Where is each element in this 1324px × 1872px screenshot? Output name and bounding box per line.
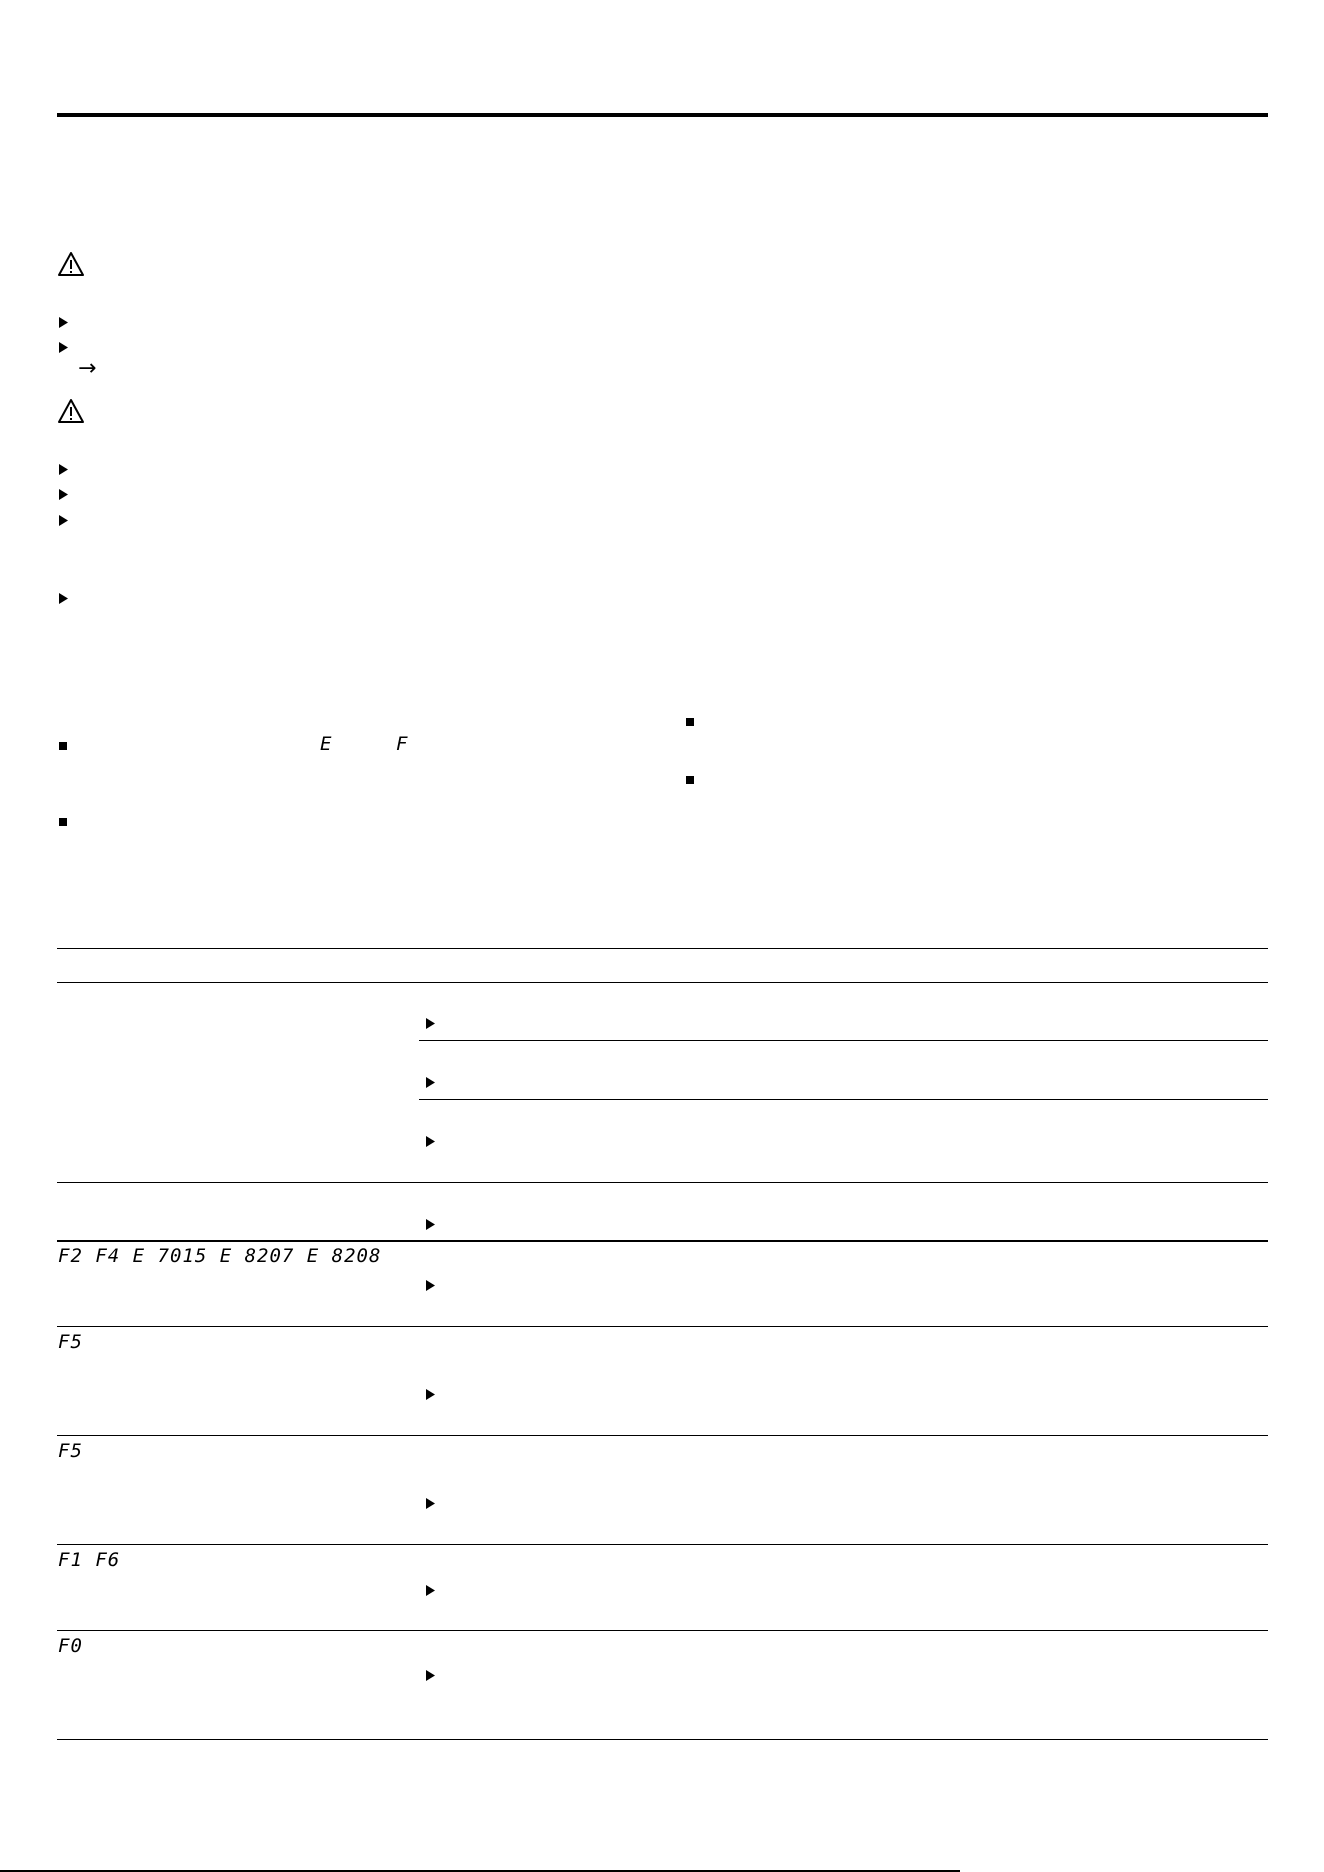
section-top-rule: [57, 113, 1268, 117]
instruction-arrow-icon: [58, 514, 69, 527]
instruction-arrow-icon: [425, 1218, 436, 1231]
table-row-rule: [57, 1240, 1268, 1242]
table-header-rule: [57, 982, 1268, 983]
table-row-rule: [57, 1326, 1268, 1327]
square-bullet-icon: [59, 742, 67, 750]
table-row-rule: [57, 1182, 1268, 1183]
instruction-arrow-icon: [58, 463, 69, 476]
instruction-arrow-icon: [425, 1279, 436, 1292]
table-sub-rule: [419, 1040, 1268, 1041]
display-code-e: E: [320, 733, 333, 755]
warning-icon: [57, 398, 85, 424]
table-bottom-rule: [57, 1739, 1268, 1740]
cross-reference-arrow: →: [78, 356, 97, 381]
instruction-arrow-icon: [58, 592, 69, 605]
error-code-f5: F5: [58, 1440, 83, 1462]
instruction-arrow-icon: [58, 316, 69, 329]
table-row-rule: [57, 1544, 1268, 1545]
instruction-arrow-icon: [425, 1135, 436, 1148]
instruction-arrow-icon: [425, 1076, 436, 1089]
instruction-arrow-icon: [425, 1017, 436, 1030]
instruction-arrow-icon: [425, 1388, 436, 1401]
square-bullet-icon: [59, 818, 67, 826]
square-bullet-icon: [686, 776, 694, 784]
table-row-rule: [57, 1630, 1268, 1631]
error-code-multi: F2 F4 E 7015 E 8207 E 8208: [58, 1245, 382, 1267]
instruction-arrow-icon: [425, 1497, 436, 1510]
square-bullet-icon: [686, 718, 694, 726]
instruction-arrow-icon: [425, 1584, 436, 1597]
instruction-arrow-icon: [425, 1669, 436, 1682]
display-code-f: F: [396, 733, 409, 755]
error-code-f1-f6: F1 F6: [58, 1549, 121, 1571]
table-sub-rule: [419, 1099, 1268, 1100]
instruction-arrow-icon: [58, 341, 69, 354]
table-top-rule: [57, 948, 1268, 949]
instruction-arrow-icon: [58, 488, 69, 501]
table-row-rule: [57, 1435, 1268, 1436]
warning-icon: [57, 251, 85, 277]
error-code-f5: F5: [58, 1331, 83, 1353]
error-code-f0: F0: [58, 1635, 83, 1657]
